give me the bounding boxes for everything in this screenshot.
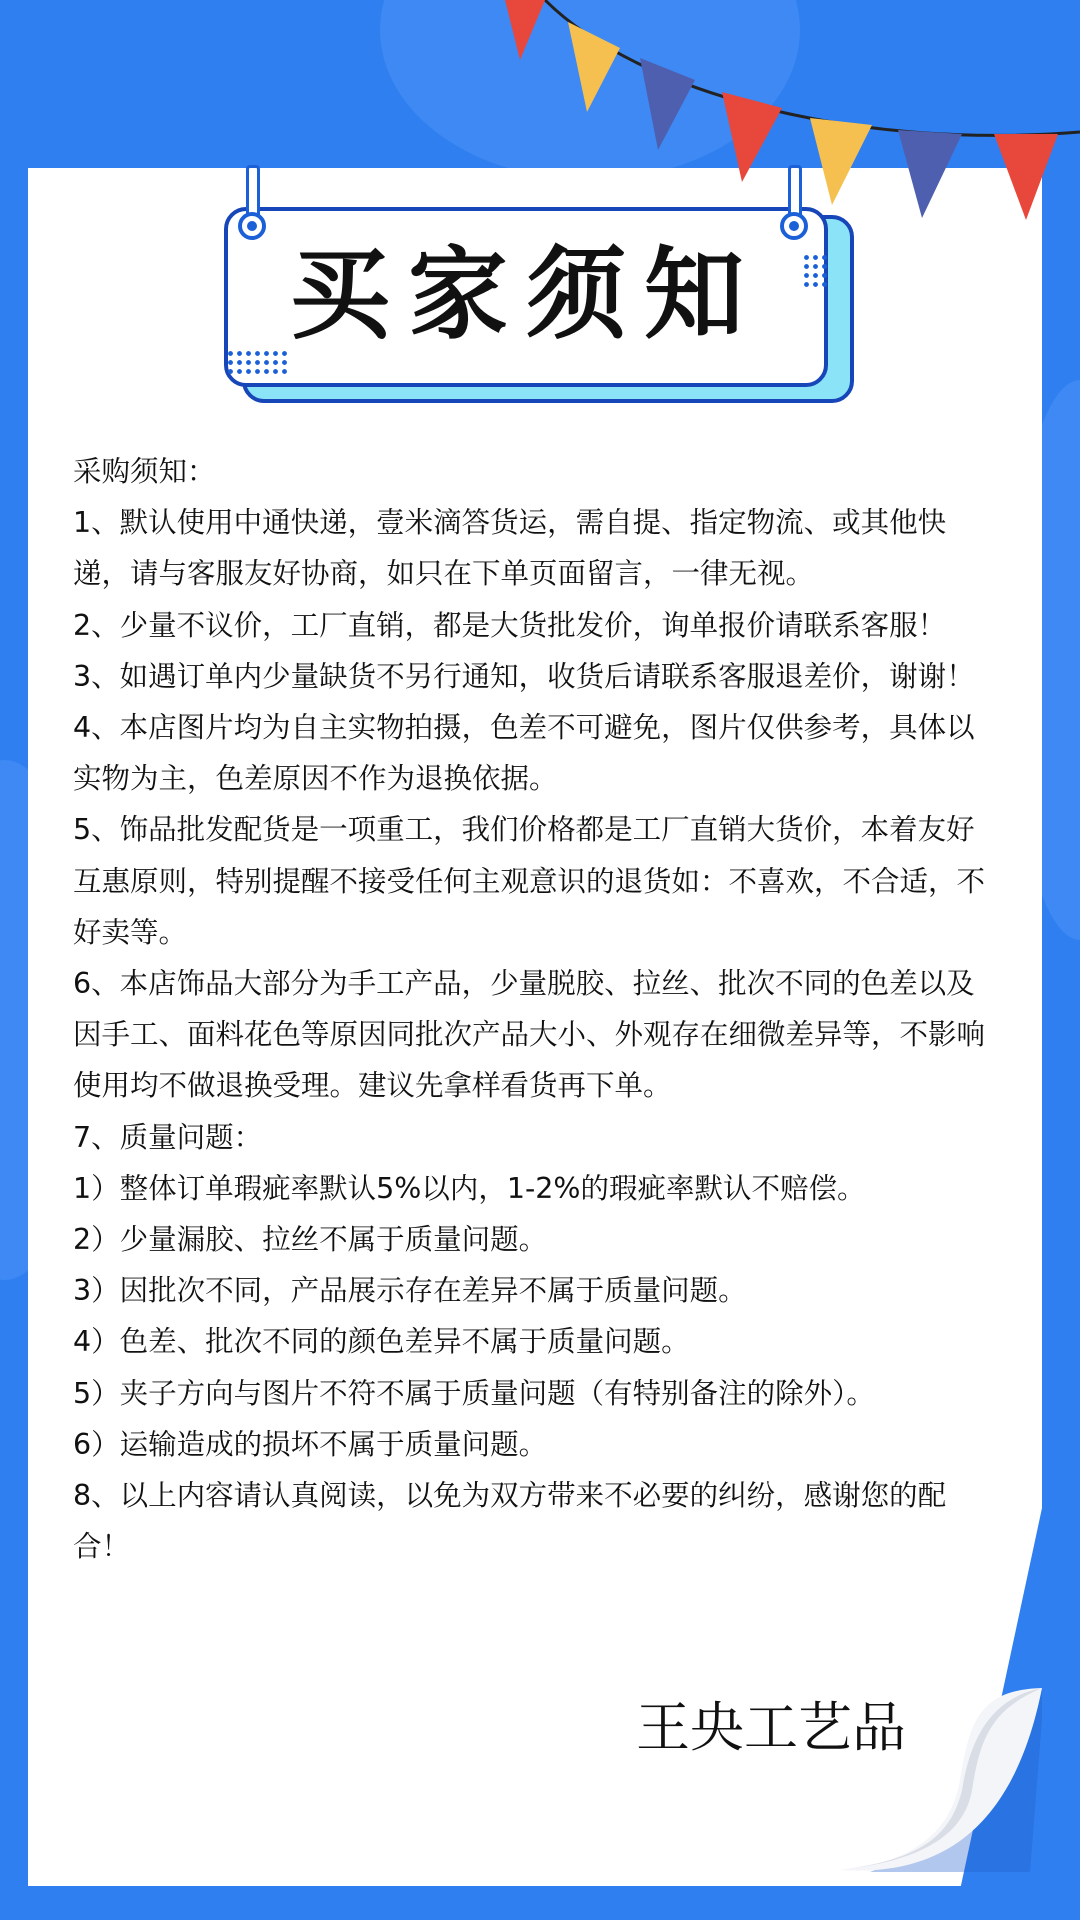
title-board: [220, 165, 860, 410]
notice-content: [73, 446, 993, 1572]
bunting-flag: [640, 58, 695, 150]
notice-item: 3、如遇订单内少量缺货不另行通知，收货后请联系客服退差价，谢谢！: [73, 659, 975, 693]
notice-item: 5、饰品批发配货是一项重工，我们价格都是工厂直销大货价，本着友好互惠原则，特别提醒不接受任何主观意识的退货如：不喜欢，不合适，不好卖等。: [73, 813, 986, 949]
notice-subitem: 3）因批次不同，产品展示存在差异不属于质量问题。: [73, 1274, 747, 1308]
notice-subitem: 4）色差、批次不同的颜色差异不属于质量问题。: [73, 1325, 690, 1359]
page-title: 买家须知: [290, 236, 762, 353]
bunting-flag: [898, 130, 962, 218]
notice-item: 1、默认使用中通快递，壹米滴答货运，需自提、指定物流、或其他快递，请与客服友好协商，如只在下单页面留言，一律无视。: [73, 506, 947, 591]
notice-item: 2、少量不议价，工厂直销，都是大货批发价，询单报价请联系客服！: [73, 608, 947, 642]
shop-signature: 王央工艺品: [636, 1696, 906, 1759]
notice-item: 6、本店饰品大部分为手工产品，少量脱胶、拉丝、批次不同的色差以及因手工、面料花色等原因同批次产品大小、外观存在细微差异等，不影响使用均不做退换受理。建议先拿样看货再下单。: [73, 967, 986, 1103]
notice-item: 8、以上内容请认真阅读，以免为双方带来不必要的纠纷，感谢您的配合！: [73, 1479, 947, 1564]
notice-heading: 采购须知：: [73, 455, 216, 488]
notice-subitem: 1）整体订单瑕疵率默认5%以内，1-2%的瑕疵率默认不赔偿。: [73, 1171, 866, 1205]
notice-subitem: 6）运输造成的损坏不属于质量问题。: [73, 1427, 548, 1461]
bunting-flag: [505, 0, 545, 60]
notice-item: 4、本店图片均为自主实物拍摄，色差不可避免，图片仅供参考，具体以实物为主，色差原因不作为退换依据。: [73, 711, 975, 796]
notice-subitem: 5）夹子方向与图片不符不属于质量问题（有特别备注的除外）。: [73, 1376, 875, 1410]
notice-subitem: 2）少量漏胶、拉丝不属于质量问题。: [73, 1223, 548, 1257]
notice-item: 7、质量问题：: [73, 1120, 263, 1154]
bunting-flag: [994, 134, 1058, 220]
bunting-flag: [568, 22, 620, 112]
